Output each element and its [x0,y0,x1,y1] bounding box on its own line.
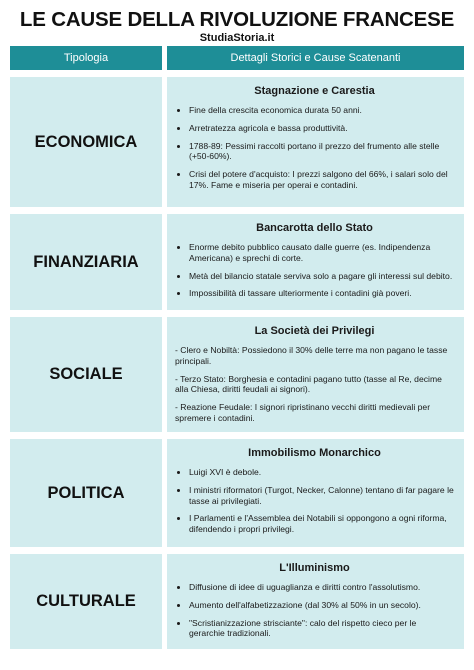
details-cell [167,439,464,547]
list-item: • Enorme debito pubblico causato dalle guerre (es. Indipendenza Americana) e sprechi di corte. [189,242,454,264]
category-label: ECONOMICA [10,77,162,207]
list-item: - Terzo Stato: Borghesia e contadini pagano tutto (tasse al Re, decime alla Chiesa, diritti feudali ai signori). [175,373,442,395]
list-item: • I Parlamenti e l'Assemblea dei Notabili si oppongono a ogni riforma, difendendo i propri privilegi. [189,513,454,535]
details-list [175,582,454,639]
details-list [175,467,454,535]
list-item: • Fine della crescita economica durata 50 anni. [189,105,454,116]
details-list [175,242,454,299]
site-name: StudiaStoria.it [199,32,275,44]
page-header [0,8,474,45]
list-item: • "Scristianizzazione strisciante": calo del rispetto cieco per le gerarchie tradizionali. [189,618,454,640]
details-list [175,105,454,191]
table-header-row [10,46,464,70]
section-title: Immobilismo Monarchico [248,447,381,459]
category-label: POLITICA [10,439,162,547]
list-item: • Diffusione di idee di uguaglianza e diritti contro l'assolutismo. [189,582,454,593]
table-row-politica [10,439,464,547]
list-item: • Crisi del potere d'acquisto: I prezzi salgono del 66%, i salari solo del 17%. Fame e miseria per operai e contadini. [189,169,454,191]
column-header-type: Tipologia [10,46,162,70]
table-row-economica [10,77,464,207]
details-cell [167,317,464,432]
list-item: • Luigi XVI è debole. [189,467,454,478]
section-title: La Società dei Privilegi [254,325,375,337]
causes-table [10,46,464,649]
category-label: CULTURALE [10,554,162,649]
details-cell [167,214,464,310]
list-item: • Arretratezza agricola e bassa produttività. [189,123,454,134]
table-row-culturale [10,554,464,649]
section-title: L'Illuminismo [279,562,350,574]
category-label: FINANZIARIA [10,214,162,310]
column-header-details: Dettagli Storici e Cause Scatenanti [167,46,464,70]
category-label: SOCIALE [10,317,162,432]
page-title: LE CAUSE DELLA RIVOLUZIONE FRANCESE [19,8,455,31]
table-row-finanziaria [10,214,464,310]
details-cell [167,554,464,649]
list-item: • Aumento dell'alfabetizzazione (dal 30% al 50% in un secolo). [189,600,454,611]
list-item: • 1788-89: Pessimi raccolti portano il prezzo del frumento alle stelle (+50-60%). [189,141,454,163]
table-row-sociale [10,317,464,432]
list-item: • Metà del bilancio statale serviva solo a pagare gli interessi sul debito. [189,271,454,282]
section-title: Bancarotta dello Stato [256,222,373,234]
list-item: - Reazione Feudale: I signori ripristinano vecchi diritti medievali per spremere i contadini. [175,402,431,423]
list-item: - Clero e Nobiltà: Possiedono il 30% delle terre ma non pagano le tasse principali. [175,345,448,366]
section-title: Stagnazione e Carestia [254,85,375,97]
list-item: • I ministri riformatori (Turgot, Necker, Calonne) tentano di far pagare le tasse ai privilegiati. [189,485,454,507]
list-item: • Impossibilità di tassare ulteriormente i contadini già poveri. [189,288,454,299]
details-cell [167,77,464,207]
